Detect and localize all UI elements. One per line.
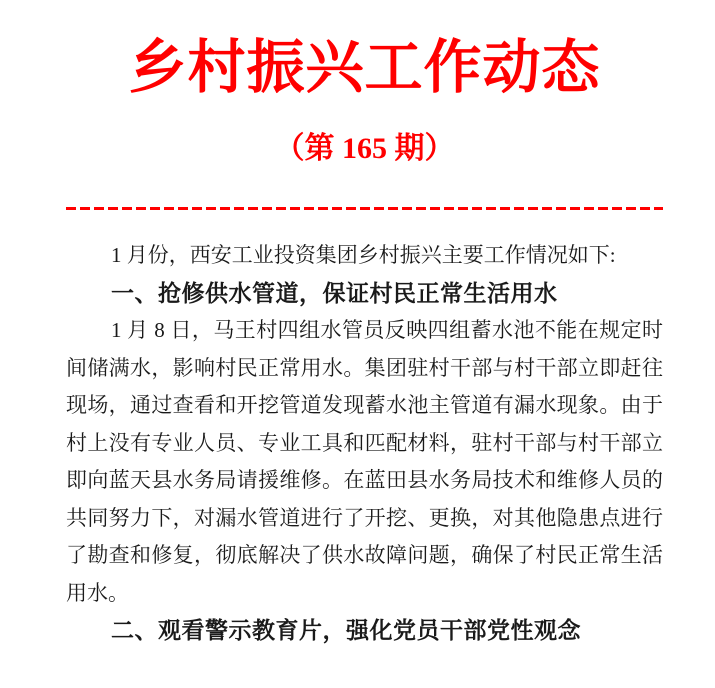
body-line: 间储满水，影响村民正常用水。集团驻村干部与村干部立即赶往 [66, 355, 663, 380]
body-line: 现场，通过查看和开挖管道发现蓄水池主管道有漏水现象。由于 [66, 393, 663, 417]
body-line: 1 月 8 日，马王村四组水管员反映四组蓄水池不能在规定时 [111, 318, 663, 342]
document-body [66, 237, 663, 650]
section-heading: 二、观看警示教育片，强化党员干部党性观念 [111, 617, 581, 643]
document-title: 乡村振兴工作动态 [128, 35, 601, 100]
issue-number: （第 165 期） [274, 132, 455, 165]
body-line: 共同努力下，对漏水管道进行了开挖、更换，对其他隐患点进行 [66, 505, 663, 530]
body-line: 用水。 [66, 580, 129, 605]
body-line: 了勘查和修复，彻底解决了供水故障问题，确保了村民正常生活 [66, 543, 663, 567]
body-line: 1 月份，西安工业投资集团乡村振兴主要工作情况如下: [111, 243, 616, 267]
body-line: 即向蓝天县水务局请援维修。在蓝田县水务局技术和维修人员的 [66, 468, 663, 492]
dashed-divider [66, 207, 663, 210]
body-line: 村上没有专业人员、专业工具和匹配材料，驻村干部与村干部立 [66, 430, 663, 455]
section-heading: 一、抢修供水管道，保证村民正常生活用水 [111, 279, 558, 306]
